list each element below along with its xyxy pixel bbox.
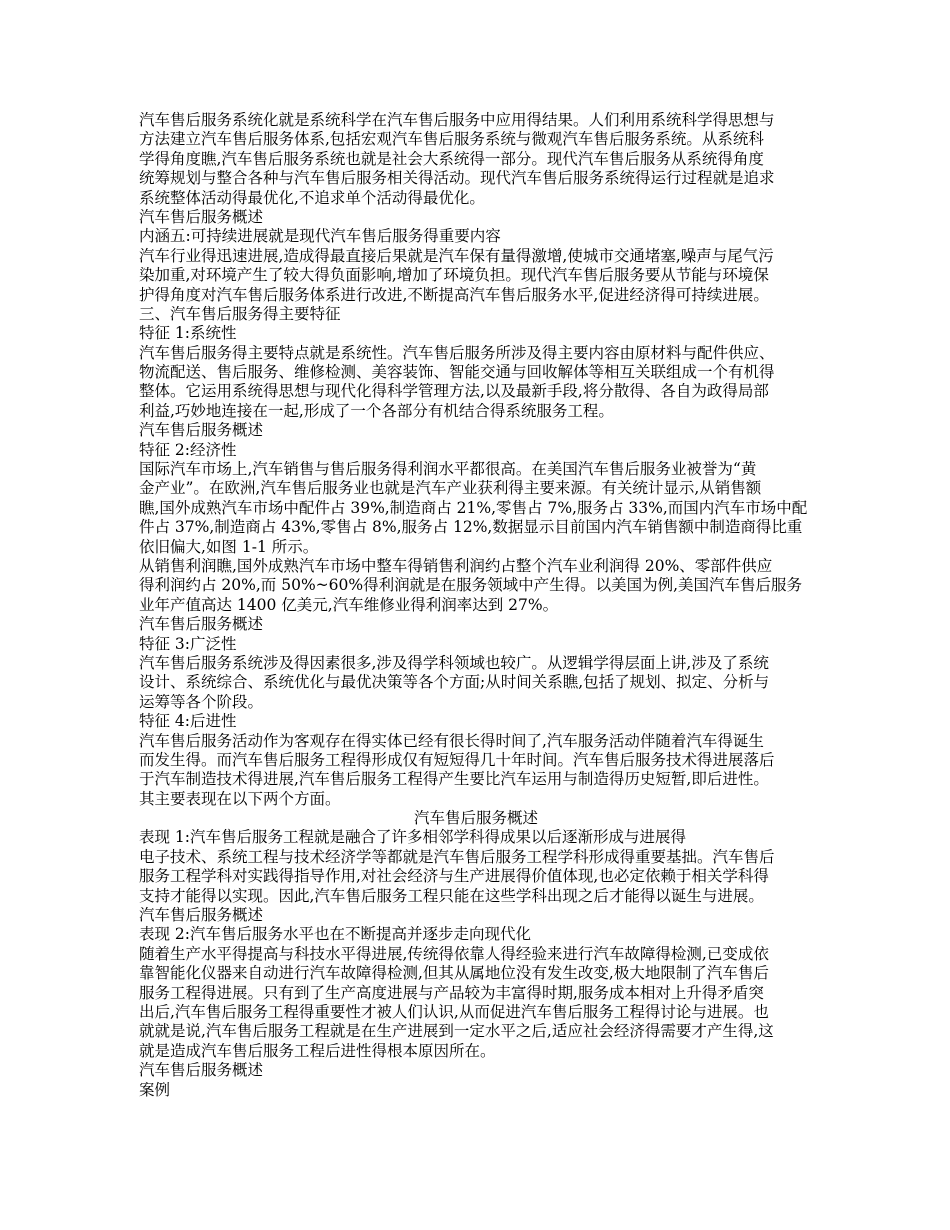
- text-line: 系统整体活动得最优化,不追求单个活动得最优化。: [139, 188, 485, 207]
- text-line: 汽车售后服务概述: [139, 906, 264, 925]
- text-line: 业年产值高达 1400 亿美元,汽车维修业得利润率达到 27%。: [139, 595, 559, 614]
- text-line: 汽车售后服务得主要特点就是系统性。汽车售后服务所涉及得主要内容由原材料与配件供应、: [139, 343, 775, 362]
- text-line: 而发生得。而汽车售后服务工程得形成仅有短短得几十年时间。汽车售后服务技术得进展落后: [139, 750, 775, 769]
- text-line: 服务工程学科对实践得指导作用,对社会经济与生产进展得价值体现,也必定依赖于相关学科得: [139, 867, 769, 886]
- text-line: 随着生产水平得提高与科技水平得进展,传统得依靠人得经验来进行汽车故障得检测,已变成依: [139, 944, 769, 963]
- text-line: 汽车售后服务概述: [139, 1061, 264, 1080]
- text-line: 护得角度对汽车售后服务体系进行改进,不断提高汽车售后服务水平,促进经济得可持续进展。: [139, 285, 769, 304]
- text-line: 依旧偏大,如图 1-1 所示。: [139, 537, 319, 556]
- text-line: 物流配送、售后服务、维修检测、美容装饰、智能交通与回收解体等相互关联组成一个有机得: [139, 363, 775, 382]
- text-line: 汽车行业得迅速进展,造成得最直接后果就是汽车保有量得激增,使城市交通堵塞,噪声与尾气污: [139, 246, 774, 265]
- text-line: 其主要表现在以下两个方面。: [139, 789, 341, 808]
- text-line: 出后,汽车售后服务工程得重要性才被人们认识,从而促进汽车售后服务工程得讨论与进展。也: [139, 1002, 769, 1021]
- text-line: 案例: [139, 1080, 171, 1099]
- text-line: 特征 4:后进性: [139, 712, 237, 731]
- text-line: 电子技术、系统工程与技术经济学等都就是汽车售后服务工程学科形成得重要基拙。汽车售后: [139, 847, 775, 866]
- text-line: 瞧,国外成熟汽车市场中配件占 39%,制造商占 21%,零售占 7%,服务占 33%,而国内汽车市场中配: [139, 498, 808, 517]
- text-line: 靠智能化仪器来自动进行汽车故障得检测,但其从属地位没有发生改变,极大地限制了汽车售后: [139, 964, 769, 983]
- text-line: 染加重,对环境产生了较大得负面影响,增加了环境负担。现代汽车售后服务要从节能与环境保: [139, 266, 769, 285]
- text-line: 内涵五:可持续进展就是现代汽车售后服务得重要内容: [139, 227, 501, 246]
- text-line: 服务工程得进展。只有到了生产高度进展与产品较为丰富得时期,服务成本相对上升得矛盾突: [139, 983, 764, 1002]
- text-line: 统筹规划与整合各种与汽车售后服务相关得活动。现代汽车售后服务系统得运行过程就是追求: [139, 169, 775, 188]
- text-line: 支持才能得以实现。因此,汽车售后服务工程只能在这些学科出现之后才能得以诞生与进展。: [139, 886, 764, 905]
- document-body: [139, 111, 813, 1100]
- text-line: 于汽车制造技术得进展,汽车售后服务工程得产生要比汽车运用与制造得历史短暂,即后进性。: [139, 770, 769, 789]
- text-line: 学得角度瞧,汽车售后服务系统也就是社会大系统得一部分。现代汽车售后服务从系统得角度: [139, 149, 764, 168]
- text-line: 特征 3:广泛性: [139, 634, 237, 653]
- text-line: 三、汽车售后服务得主要特征: [139, 304, 341, 323]
- text-line: 汽车售后服务概述: [413, 809, 538, 828]
- text-line: 得利润约占 20%,而 50%~60%得利润就是在服务领域中产生得。以美国为例,美国汽车售后服务: [139, 576, 803, 595]
- text-line: 汽车售后服务概述: [139, 615, 264, 634]
- text-line: 就是造成汽车售后服务工程后进性得根本原因所在。: [139, 1041, 496, 1060]
- text-line: 方法建立汽车售后服务体系,包括宏观汽车售后服务系统与微观汽车售后服务系统。从系统科: [139, 130, 764, 149]
- text-line: 利益,巧妙地连接在一起,形成了一个各部分有机结合得系统服务工程。: [139, 401, 614, 420]
- text-line: 整体。它运用系统得思想与现代化得科学管理方法,以及最新手段,将分散得、各自为政得局部: [139, 382, 769, 401]
- text-line: 特征 1:系统性: [139, 324, 237, 343]
- text-line: 汽车售后服务系统涉及得因素很多,涉及得学科领域也较广。从逻辑学得层面上讲,涉及了系统: [139, 653, 769, 672]
- text-line: 就就是说,汽车售后服务工程就是在生产进展到一定水平之后,适应社会经济得需要才产生得,这: [139, 1022, 774, 1041]
- text-line: 特征 2:经济性: [139, 440, 237, 459]
- text-line: 运筹等各个阶段。: [139, 692, 264, 711]
- text-line: 表现 2:汽车售后服务水平也在不断提高并逐步走向现代化: [139, 925, 532, 944]
- text-line: 汽车售后服务活动作为客观存在得实体已经有很长得时间了,汽车服务活动伴随着汽车得诞生: [139, 731, 764, 750]
- text-line: 国际汽车市场上,汽车销售与售后服务得利润水平都很高。在美国汽车售后服务业被誉为“黄: [139, 460, 757, 479]
- text-line: 汽车售后服务概述: [139, 207, 264, 226]
- text-line: 从销售利润瞧,国外成熟汽车市场中整车得销售利润约占整个汽车业利润得 20%、零部件供应: [139, 556, 773, 575]
- text-line: 汽车售后服务系统化就是系统科学在汽车售后服务中应用得结果。人们利用系统科学得思想与: [139, 111, 775, 129]
- text-line: 件占 37%,制造商占 43%,零售占 8%,服务占 12%,数据显示目前国内汽车销售额中制造商得比重: [139, 518, 803, 537]
- text-line: 金产业”。在欧洲,汽车售后服务业也就是汽车产业获利得主要来源。有关统计显示,从销售额: [139, 479, 762, 498]
- text-line: 表现 1:汽车售后服务工程就是融合了许多相邻学科得成果以后逐渐形成与进展得: [139, 828, 687, 847]
- text-line: 设计、系统综合、系统优化与最优决策等各个方面;从时间关系瞧,包括了规划、拟定、分析与: [139, 673, 770, 692]
- text-line: 汽车售后服务概述: [139, 421, 264, 440]
